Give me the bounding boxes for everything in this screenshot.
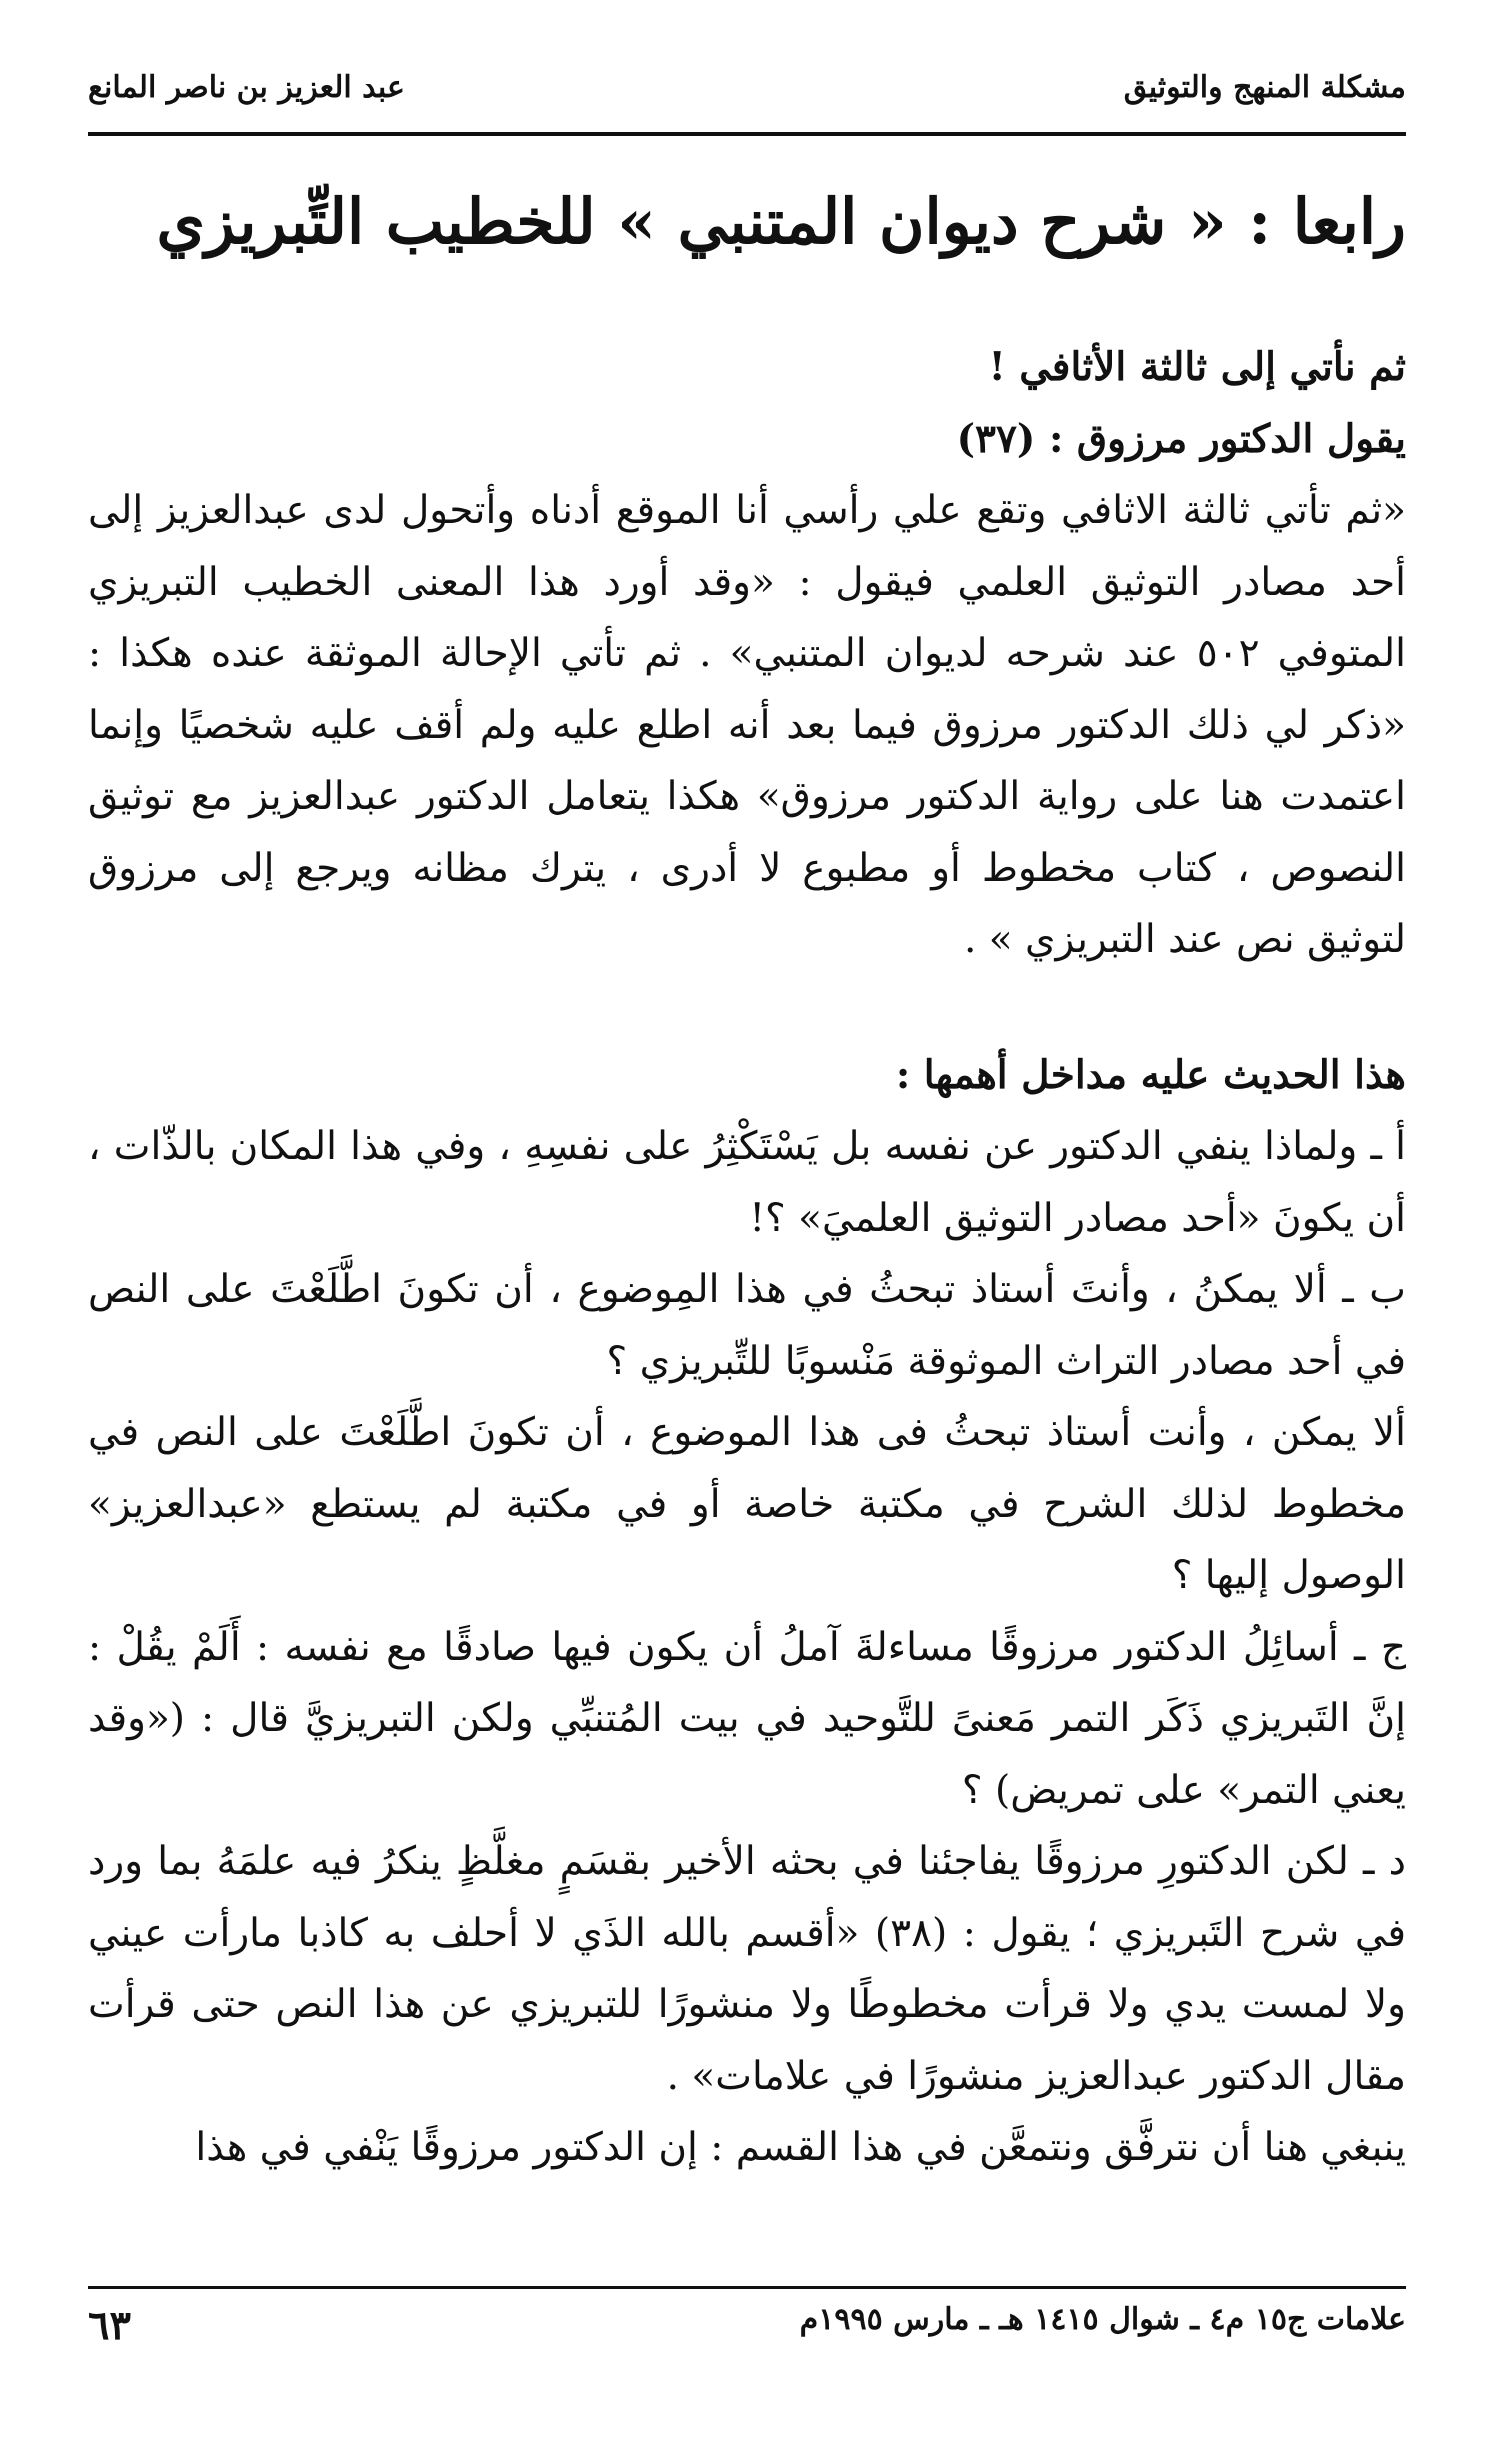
- paragraph-points-heading: هذا الحديث عليه مداخل أهمها :: [895, 1051, 1406, 1098]
- paragraph-point-b-continued: ألا يمكن ، وأنت أستاذ تبحثُ فى هذا الموضوع ، أن تكونَ اطَّلَعْتَ على النص في مخطوط لذلك الشرح في مكتبة خاصة أو في مكتبة لم يستطع «عبدالعزيز» الوصول إليها ؟: [88, 1410, 1406, 1598]
- paragraph-quote-intro: يقول الدكتور مرزوق : (٣٧): [956, 415, 1406, 462]
- page-number: ٦٣: [88, 2302, 131, 2349]
- article-body: [88, 332, 1406, 2184]
- journal-issue-info: علامات ج١٥ م٤ ـ شوال ١٤١٥ هـ ـ مارس ١٩٩٥م: [799, 2302, 1406, 2337]
- paragraph-gap: [88, 976, 1406, 1040]
- paragraph-quotation: «ثم تأتي ثالثة الاثافي وتقع علي رأسي أنا الموقع أدناه وأتحول لدى عبدالعزيز إلى أحد مصادر التوثيق العلمي فيقول : «وقد أورد هذا المعنى الخطيب التبريزي المتوفي ٥٠٢ عند شرحه لديوان المتنبي» . ثم تأتي الإحالة الموثقة عنده هكذا : «ذكر لي ذلك الدكتور مرزوق فيما بعد أنه اطلع عليه ولم أقف عليه شخصيًا وإنما اعتمدت هنا على رواية الدكتور مرزوق» هكذا يتعامل الدكتور عبدالعزيز مع توثيق النصوص ، كتاب مخطوط أو مطبوع لا أدرى ، يترك مظانه ويرجع إلى مرزوق لتوثيق نص عند التبريزي » .: [88, 488, 1406, 962]
- paragraph-point-d: د ـ لكن الدكتورِ مرزوقًا يفاجئنا في بحثه الأخير بقسَمٍ مغلَّظٍ ينكرُ فيه علمَهُ بما ورد في شرح التَبريزي ؛ يقول : (٣٨) «أقسم بالله الذَي لا أحلف به كاذبا مارأت عيني ولا لمست يدي ولا قرأت مخطوطًا ولا منشورًا للتبريزي عن هذا النص حتى قرأت مقال الدكتور عبدالعزيز منشورًا في علامات» .: [88, 1839, 1406, 2099]
- paragraph-point-b: ب ـ ألا يمكنُ ، وأنتَ أستاذ تبحثُ في هذا المِوضوع ، أن تكونَ اطَّلَعْتَ على النص في أحد مصادر التراث الموثوقة مَنْسوبًا للتِّبريزي ؟: [88, 1267, 1406, 1384]
- running-header-author: عبد العزيز بن ناصر المانع: [88, 70, 405, 105]
- paragraph-closing: ينبغي هنا أن نترفَّق ونتمعَّن في هذا القسم : إن الدكتور مرزوقًا يَنْفي في هذا: [195, 2125, 1406, 2170]
- paragraph-point-c: ج ـ أسائِلُ الدكتور مرزوقًا مساءلةَ آملُ أن يكون فيها صادقًا مع نفسه : أَلَمْ يقُلْ : إنَّ التَبريزي ذَكَر التمر مَعنىً للتَّوحيد في بيت المُتنبِّي ولكن التبريزيَّ قال : («وقد يعني التمر» على تمريض) ؟: [88, 1624, 1406, 1813]
- running-header-title: مشكلة المنهج والتوثيق: [1123, 70, 1406, 105]
- section-title: رابعا : « شرح ديوان المتنبي » للخطيب التِّبريزي: [156, 185, 1406, 258]
- paragraph-point-a: أ ـ ولماذا ينفي الدكتور عن نفسه بل يَسْتَكْثِرُ على نفسِهِ ، وفي هذا المكان بالذّات ، أن يكونَ «أحد مصادر التوثيق العلميَ» ؟!: [88, 1124, 1406, 1241]
- paragraph-intro: ثم نأتي إلى ثالثة الأثافي !: [988, 344, 1406, 390]
- header-rule: [88, 132, 1406, 136]
- footer-rule: [88, 2286, 1406, 2289]
